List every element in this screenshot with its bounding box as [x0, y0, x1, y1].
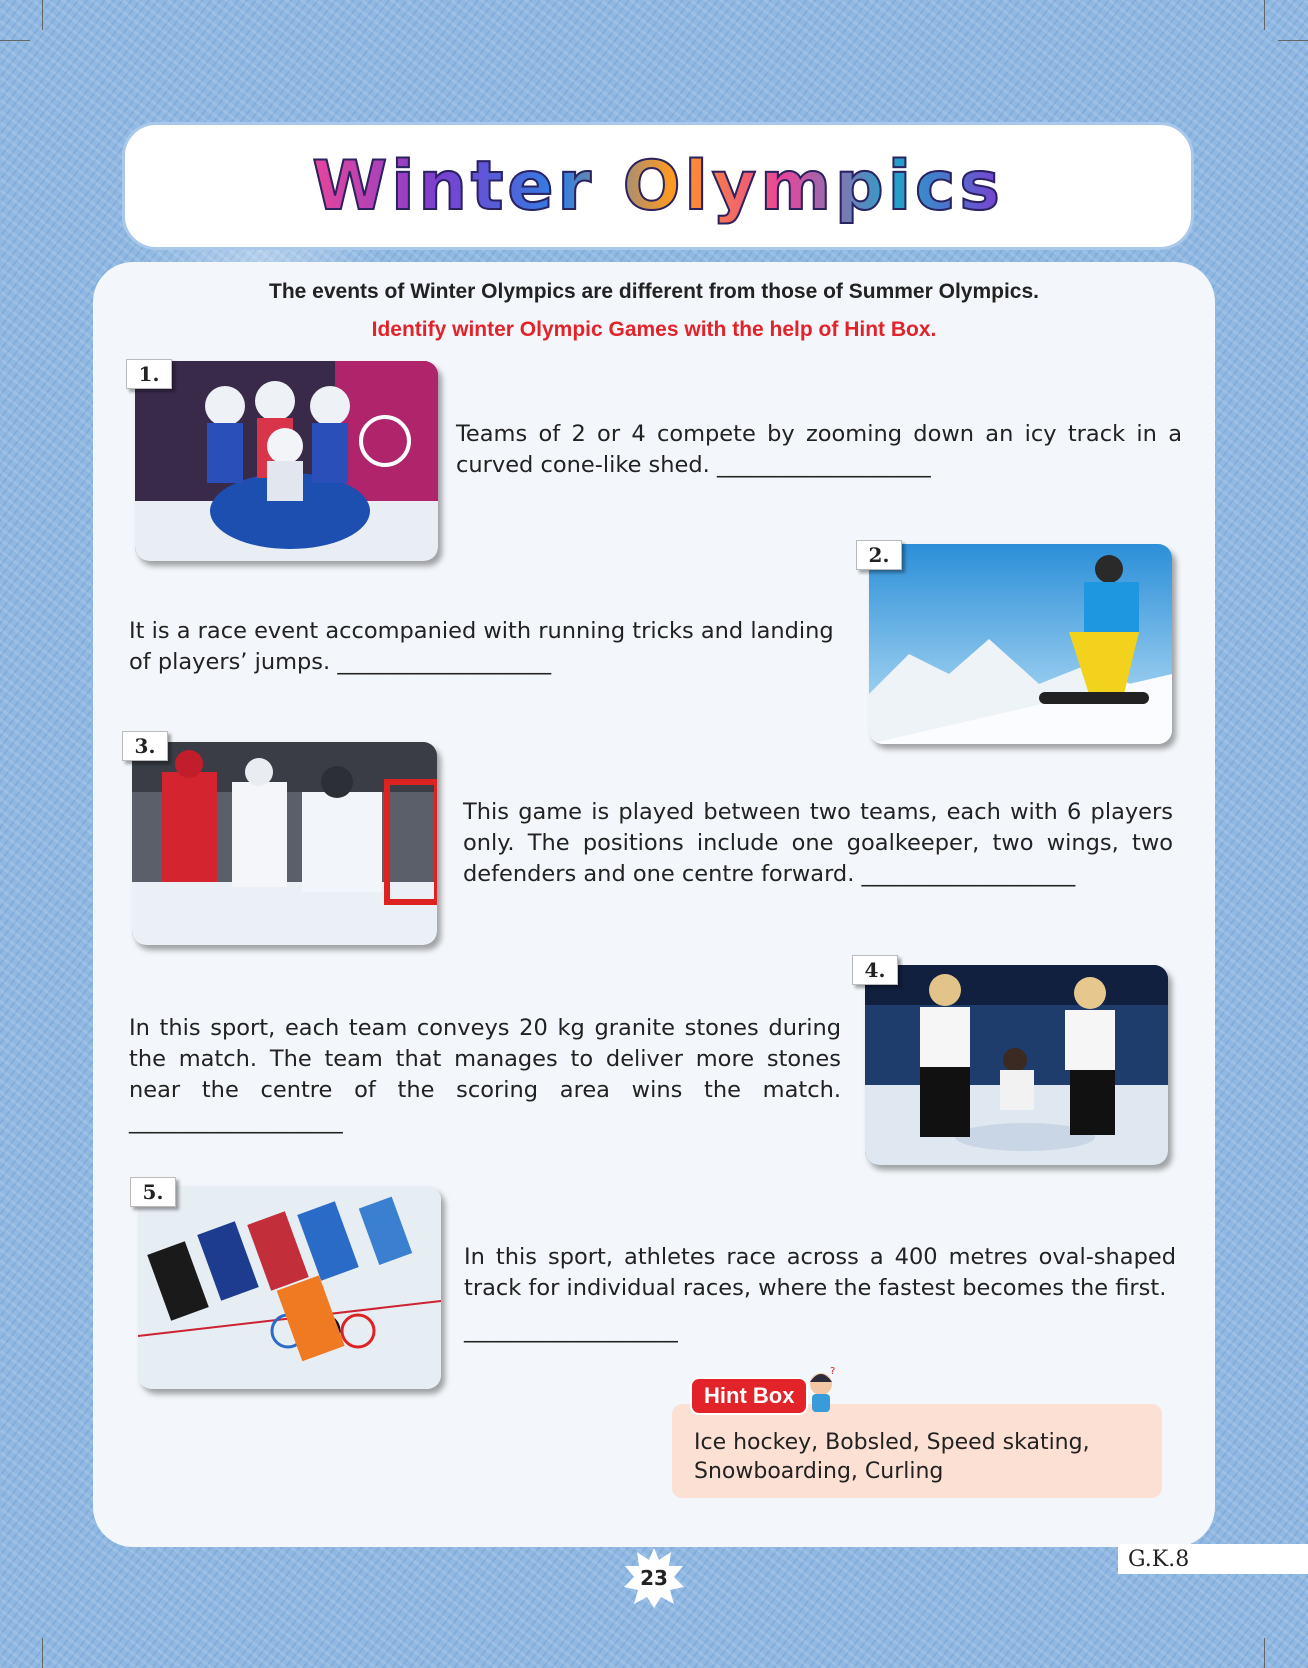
page-number: 23 — [640, 1566, 668, 1590]
question-5-body: In this sport, athletes race across a 400 metres oval-shaped track for individual races, where the fastest becomes the first. — [464, 1244, 1176, 1301]
crop-mark — [1264, 1638, 1265, 1668]
question-number-5: 5. — [130, 1177, 176, 1207]
answer-blank-2[interactable]: ___________________ — [337, 649, 552, 675]
instruction-text: Identify winter Olympic Games with the help of Hint Box. — [371, 318, 937, 341]
question-1-text — [456, 419, 1182, 481]
question-number-4: 4. — [852, 955, 898, 985]
crop-mark — [42, 0, 43, 30]
answer-blank-3[interactable]: ___________________ — [861, 861, 1076, 887]
speed-skating-photo — [138, 1186, 441, 1389]
hint-words: Ice hockey, Bobsled, Speed skating, Snowboarding, Curling — [694, 1430, 1090, 1484]
question-number-2: 2. — [856, 540, 902, 570]
question-number-1: 1. — [126, 359, 172, 389]
question-2-body: It is a race event accompanied with running tricks and landing of players’ jumps. — [129, 618, 834, 675]
question-2-text — [129, 616, 855, 678]
book-code: G.K.8 — [1118, 1544, 1308, 1574]
crop-mark — [1278, 40, 1308, 41]
page-number-badge — [622, 1546, 686, 1610]
ice-hockey-photo — [132, 742, 437, 945]
crop-mark — [0, 40, 30, 41]
question-3-text — [463, 797, 1173, 890]
question-1-body: Teams of 2 or 4 compete by zooming down an icy track in a curved cone-like shed. — [456, 421, 1182, 478]
page-title: Winter Olympics — [312, 146, 1004, 226]
title-banner — [122, 122, 1194, 250]
question-number-3: 3. — [122, 731, 168, 761]
hint-box-label: Hint Box — [690, 1377, 808, 1415]
answer-blank-5[interactable]: ___________________ — [464, 1317, 678, 1343]
crop-mark — [42, 1638, 43, 1668]
question-3-body: This game is played between two teams, each with 6 players only. The positions include one goalkeeper, two wings, two defenders and one centre forward. — [463, 799, 1173, 887]
bobsled-photo — [135, 361, 438, 561]
question-4-text — [129, 1013, 841, 1137]
svg-text:?: ? — [830, 1366, 836, 1377]
crop-mark — [1264, 0, 1265, 30]
snowboarding-photo — [869, 544, 1172, 744]
thinking-kid-icon — [804, 1364, 838, 1412]
answer-blank-1[interactable]: ___________________ — [716, 452, 931, 478]
question-5-text — [464, 1242, 1176, 1366]
question-4-body: In this sport, each team conveys 20 kg granite stones during the match. The team that manages to deliver more stones near the centre of the scoring area wins the match. — [129, 1015, 841, 1103]
intro-text: The events of Winter Olympics are different from those of Summer Olympics. — [269, 280, 1039, 303]
answer-blank-4[interactable]: ___________________ — [129, 1108, 343, 1134]
curling-photo — [865, 965, 1168, 1165]
